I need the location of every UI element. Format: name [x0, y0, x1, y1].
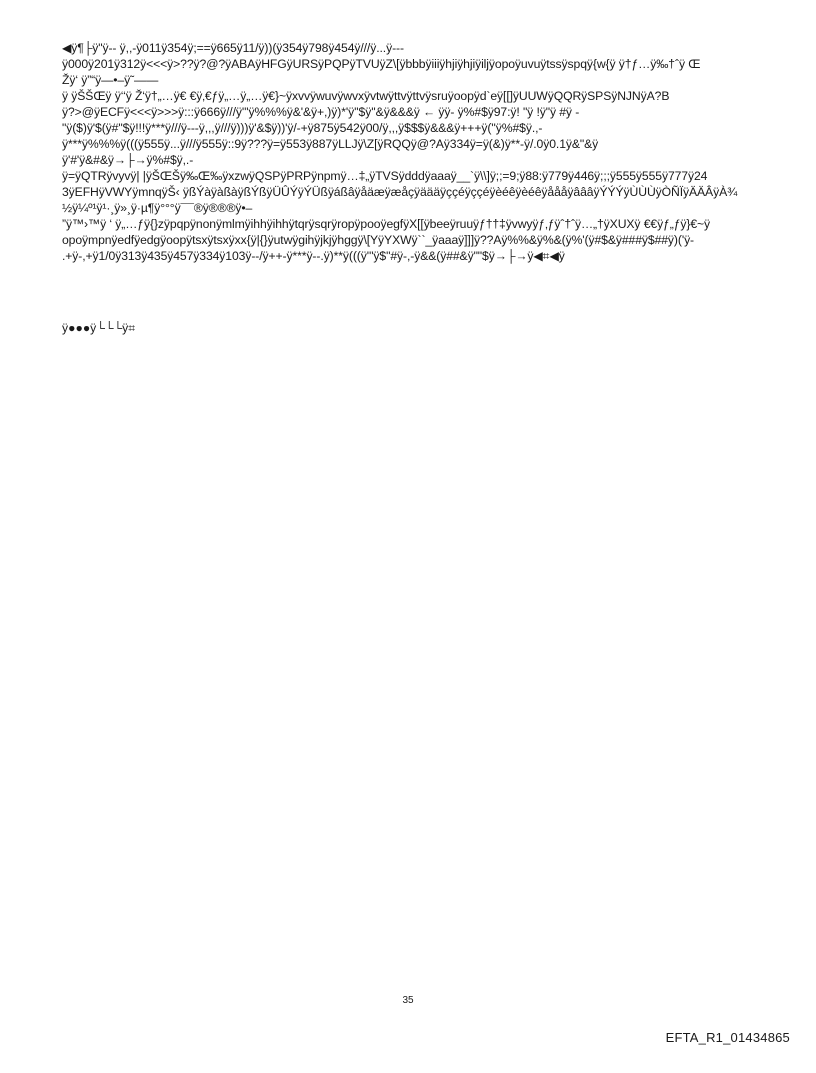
garbled-line: ÿ?>@ÿECFÿ<<<ÿ>>>ÿ:::ÿ666ÿ///ÿ'''ÿ%%%ÿ&'&ÿ+,)ÿ)*'ÿ''$ÿ''&ÿ&&&ÿ ← ÿÿ- ÿ%#$ÿ97:ÿ! "ÿ !ÿ"ÿ #ÿ - [62, 105, 580, 119]
garbled-line: ÿ***ÿ%%%ÿ(((ÿ555ÿ...ÿ///ÿ555ÿ::9ÿ???ÿ=ÿ553ÿ887ÿLLJÿ\Z[ÿRQQÿ@?Aÿ334ÿ=ÿ(&)ÿ**-ÿ/.0ÿ0.1ÿ&"&ÿ [62, 137, 599, 151]
garbled-line: ÿ'#'ÿ&#&ÿ→├→ÿ%#$ÿ,.- [62, 153, 194, 167]
garbled-line: ÿ=ÿQTRÿvyvÿ| |ÿŠŒŠÿ‰Œ‰ÿxzwÿQSPÿPRPÿnpmÿ…‡„ÿTVSÿdddÿaaaÿ__`ÿ\\]ÿ;;=9;ÿ88:ÿ779ÿ446ÿ;;;ÿ555ÿ555ÿ777ÿ24 [62, 169, 708, 183]
garbled-line: ◀ÿ¶├ÿ"ÿ-- ÿ,,-ÿ011ÿ354ÿ;==ÿ665ÿ11/ÿ))(ÿ354ÿ798ÿ454ÿ///ÿ...ÿ--- [62, 41, 404, 55]
garbled-line: ½ÿ¼º¹ÿ¹·¸ÿ»¸ÿ·µ¶ÿ°°°ÿ¯¯®ÿ®®®ÿ•– [62, 201, 253, 215]
garbled-line: opoÿmpnÿedfÿedgÿoopÿtsxÿtsxÿxx{ÿ|{}ÿutwÿgihÿjkjÿhggÿ\[YÿYXWÿ``_ÿaaaÿ]]]ÿ??Aÿ%%&ÿ%&(ÿ%'(ÿ#$&ÿ###ÿ$##ÿ)('ÿ- [62, 233, 695, 247]
page-number: 35 [402, 995, 414, 1006]
garbled-line: ÿ ÿŠŠŒÿ ÿ‘‘ÿ Ž‘ÿ†„…ÿ€ €ÿ‚€ƒÿ„…ÿ„…ÿ€}~ÿxvvÿwuvÿwvxÿvtwÿttvÿttvÿsruÿoopÿd`eÿ[[]ÿUUWÿQQRÿSPSÿNJNÿA?B [62, 89, 670, 103]
garbled-line: "ÿ($)ÿ'$(ÿ#"$ÿ!!!ÿ***ÿ///ÿ---ÿ,,,ÿ///ÿ)))ÿ'&$ÿ))'ÿ/-+ÿ875ÿ542ÿ00/ÿ,,,ÿ$$$ÿ&&&ÿ+++ÿ(''ÿ%#$ÿ.,- [62, 121, 543, 135]
garbled-line: Žÿ‘ ÿ”“ÿ—•–ÿ˜—— [62, 73, 159, 87]
garbled-line: .+ÿ-,+ÿ1/0ÿ313ÿ435ÿ457ÿ334ÿ103ÿ--/ÿ++-ÿ***ÿ--.ÿ)**ÿ(((ÿ'''ÿ$"#ÿ-,-ÿ&&(ÿ##&ÿ""$ÿ→├→ÿ◀⌗◀ÿ [62, 249, 565, 263]
garbled-line: ÿ000ÿ201ÿ312ÿ<<<ÿ>??ÿ?@?ÿABAÿHFGÿURSÿPQPÿTVUÿZ\[ÿbbbÿiiiÿhjiÿhjiÿiljÿopoÿuvuÿtssÿspqÿ{w{ÿ ÿ†ƒ…ÿ‰†ˆÿ Œ [62, 57, 701, 71]
garbled-text-block [62, 40, 774, 264]
document-id: EFTA_R1_01434865 [665, 1030, 790, 1045]
garbled-line: ”ÿ™›™ÿ ‘ ÿ„…ƒÿ{}zÿpqpÿnonÿmlmÿihhÿihhÿtqrÿsqrÿropÿpooÿegfÿX[[ÿbeeÿruuÿƒ††‡ÿvwyÿƒ‚ƒÿˆ†ˆÿ…„†ÿXUXÿ €€ÿƒ„ƒÿ}€~ÿ [62, 217, 711, 231]
garbled-line: 3ÿEFHÿVWYÿmnqÿŠ‹ ÿßÝàÿàßàÿßÝßÿÜÛÝÿÝÜßÿáßâÿåäæÿæåçÿäääÿççéÿççéÿèéêÿèéêÿåååÿâââÿÝÝÝÿÙÙÙÿÒÑÏÿÄÄÂÿÀ¾ [62, 185, 738, 199]
trailer-line: ÿ●●●ÿ└└└ÿ⌗ [62, 321, 136, 335]
